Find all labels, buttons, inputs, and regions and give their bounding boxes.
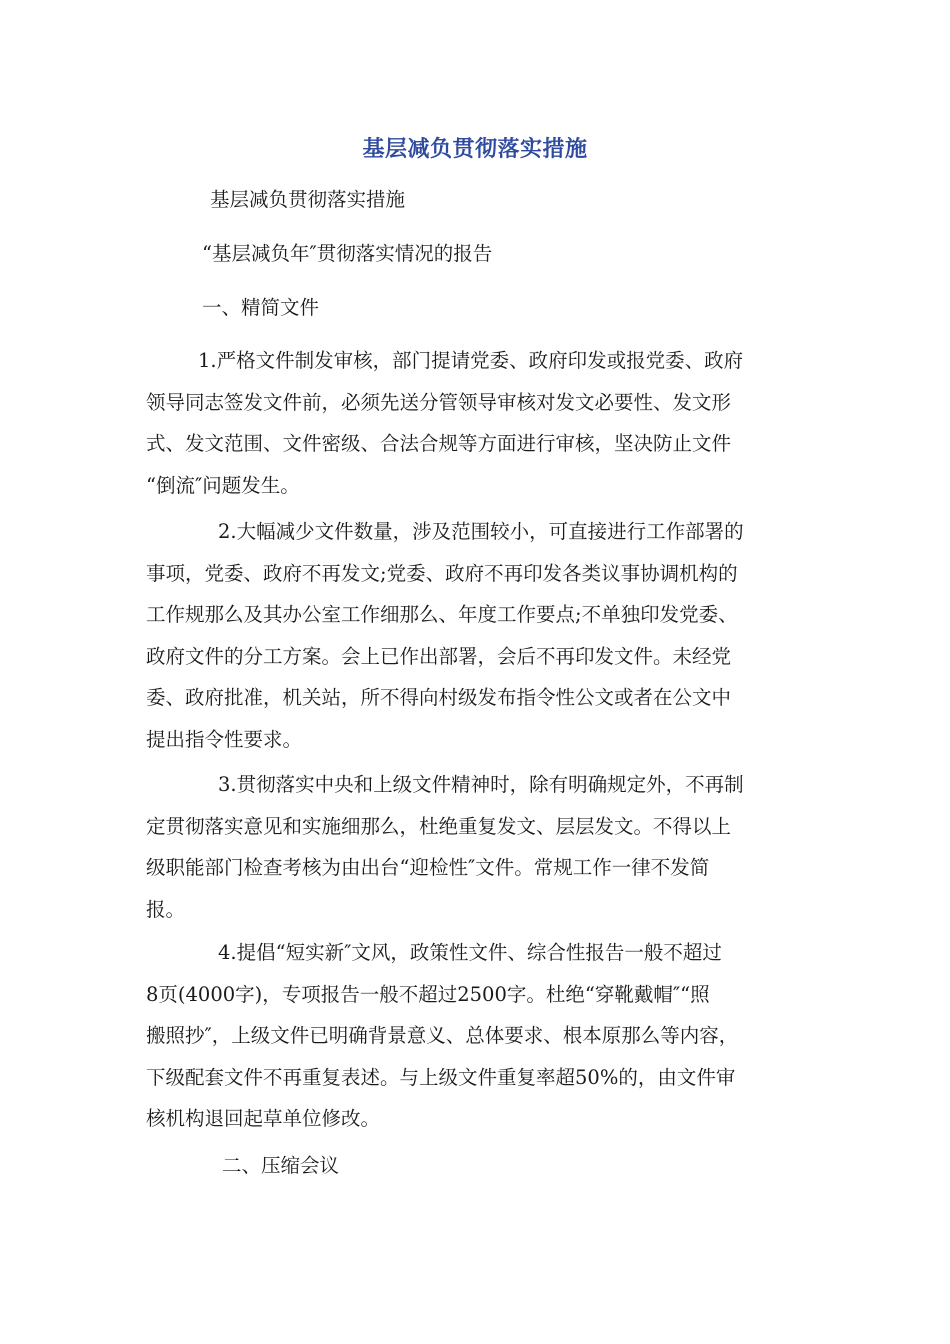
paragraph-line: 报。 [146,897,186,921]
document-title: 基层减负贯彻落实措施 [362,137,588,162]
paragraph-line: 事项，党委、政府不再发文;党委、政府不再印发各类议事协调机构的 [146,561,738,585]
paragraph-line: “倒流″问题发生。 [146,473,300,497]
paragraph-4 [146,932,806,1140]
section-heading-1: 一、精简文件 [202,296,320,319]
paragraph-line: 2.大幅减少文件数量，涉及范围较小，可直接进行工作部署的 [218,520,744,543]
paragraph-line: 搬照抄″，上级文件已明确背景意义、总体要求、根本原那么等内容， [146,1024,739,1047]
paragraph-line: 级职能部门检查考核为由出台“迎检性″文件。常规工作一律不发简 [146,856,710,879]
paragraph-line: 核机构退回起草单位修改。 [146,1107,381,1130]
section-heading-2: 二、压缩会议 [222,1154,340,1177]
paragraph-line: 定贯彻落实意见和实施细那么，杜绝重复发文、层层发文。不得以上 [146,814,732,838]
paragraph-line: 工作规那么及其办公室工作细那么、年度工作要点;不单独印发党委、 [146,603,738,626]
paragraph-line: 3.贯彻落实中央和上级文件精神时，除有明确规定外，不再制 [218,773,744,796]
paragraph-line: 提出指令性要求。 [146,727,303,751]
paragraph-line: 1.严格文件制发审核，部门提请党委、政府印发或报党委、政府 [198,349,744,372]
paragraph-line: 4.提倡“短实新″文风，政策性文件、综合性报告一般不超过 [218,941,722,964]
paragraph-1 [146,340,806,506]
paragraph-line: 8页(4000字)，专项报告一般不超过2500字。杜绝“穿靴戴帽″“照 [146,982,710,1006]
paragraph-line: 领导同志签发文件前，必须先送分管领导审核对发文必要性、发文形 [146,390,732,414]
report-title: “基层减负年″贯彻落实情况的报告 [202,242,493,265]
paragraph-line: 委、政府批准，机关站，所不得向村级发布指令性公文或者在公文中 [146,686,732,709]
document-subtitle: 基层减负贯彻落实措施 [210,188,406,211]
paragraph-3 [146,764,806,930]
paragraph-line: 政府文件的分工方案。会上已作出部署，会后不再印发文件。未经党 [146,644,732,668]
paragraph-line: 式、发文范围、文件密级、合法合规等方面进行审核，坚决防止文件 [146,432,732,455]
paragraph-line: 下级配套文件不再重复表述。与上级文件重复率超50%的，由文件审 [146,1065,736,1089]
paragraph-2 [146,511,806,760]
